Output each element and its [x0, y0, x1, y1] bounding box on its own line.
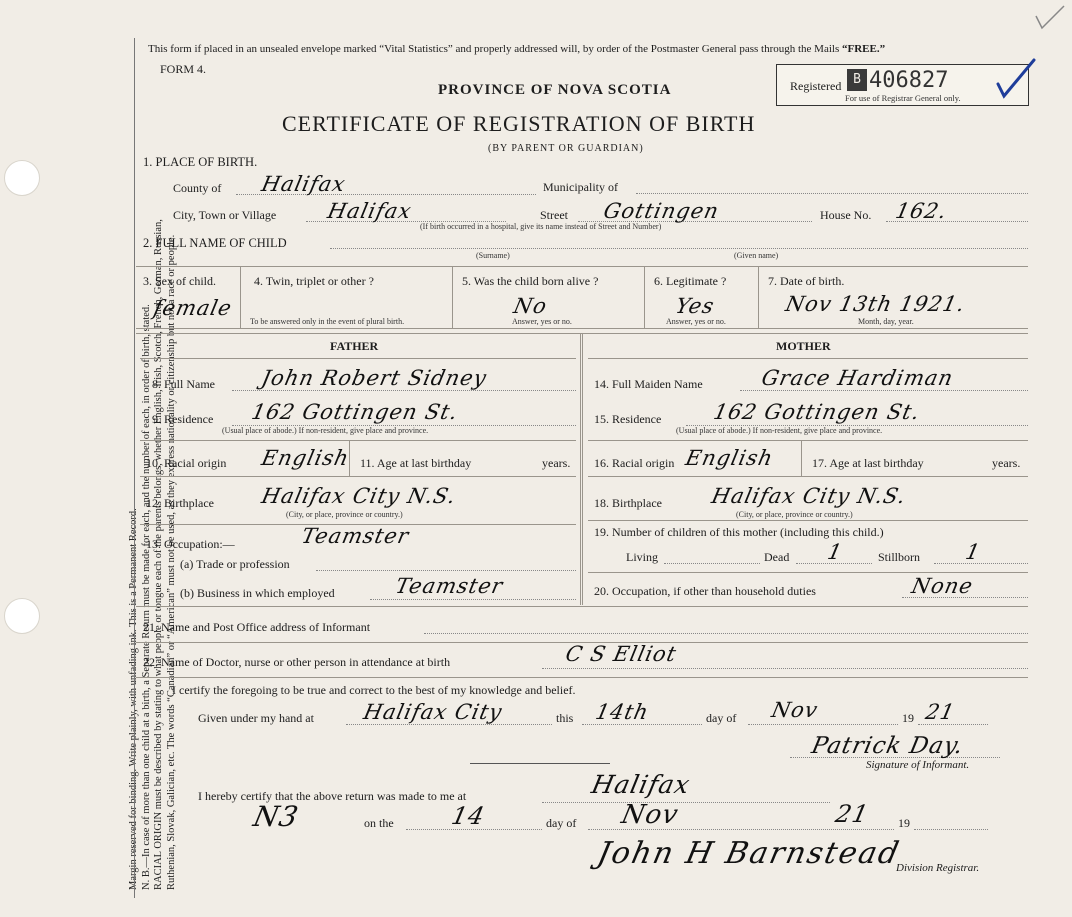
sex-value: female	[151, 296, 235, 320]
given-name-caption: (Given name)	[734, 251, 779, 260]
cert-year-value: 21	[923, 700, 958, 724]
parents-bottom-border	[136, 606, 1028, 607]
margin-note-2: N. B.—In case of more than one child at a birth, a Separate Return must be made for each, and the number of each, in order of birth, stated.	[140, 304, 152, 890]
municipality-line	[636, 193, 1028, 194]
mother-birthplace-label: 18. Birthplace	[594, 496, 662, 510]
living-label: Living	[626, 550, 658, 564]
mother-row-rule-1	[588, 440, 1028, 441]
mother-occupation-value: None	[909, 574, 976, 598]
father-birthplace-value: Halifax City N.S.	[259, 484, 459, 508]
registrar-day-value: 14	[449, 802, 488, 830]
stillborn-line	[934, 563, 1028, 564]
mother-birthplace-note: (City, or place, province or country.)	[736, 510, 853, 519]
stillborn-value: 1	[963, 540, 983, 564]
cert-year-prefix: 19	[902, 711, 914, 725]
father-name-line	[232, 390, 576, 391]
municipality-label: Municipality of	[543, 180, 618, 194]
page-subtitle: (BY PARENT OR GUARDIAN)	[488, 143, 644, 154]
registrar-year-prefix: 19	[898, 816, 910, 830]
twin-note: To be answered only in the event of plural birth.	[250, 317, 405, 326]
father-residence-note: (Usual place of abode.) If non-resident, give place and province.	[222, 426, 429, 435]
binding-hole-top	[4, 160, 40, 196]
cert-month-line	[748, 724, 898, 725]
surname-caption: (Surname)	[476, 251, 510, 260]
place-of-birth-heading: 1. PLACE OF BIRTH.	[143, 155, 258, 169]
mother-name-label: 14. Full Maiden Name	[594, 377, 703, 391]
cert-this-label: this	[556, 711, 574, 725]
corner-tick-icon	[1030, 4, 1070, 34]
father-row-rule-1	[140, 440, 576, 441]
registrar-rule	[470, 763, 610, 764]
parents-center-divider	[580, 333, 583, 605]
mother-racial-divider	[801, 440, 802, 476]
cert-year-line	[918, 724, 988, 725]
doctor-label: 22. Name of Doctor, nurse or other person in attendance at birth	[143, 655, 451, 669]
informant-label: 21. Name and Post Office address of Informant	[143, 620, 371, 634]
dead-value: 1	[825, 540, 845, 564]
given-place-line	[346, 724, 552, 725]
father-name-label: 8. Full Name	[152, 377, 215, 391]
registrar-signature: John H Barnstead	[594, 836, 904, 871]
father-trade-label: (a) Trade or profession	[180, 557, 290, 571]
cert-day-of-label: day of	[706, 711, 737, 725]
father-birthplace-note: (City, or place, province or country.)	[286, 510, 403, 519]
mother-row-rule-2	[588, 476, 1028, 477]
doctor-rule	[136, 677, 1028, 678]
mother-residence-label: 15. Residence	[594, 412, 662, 426]
father-name-value: John Robert Sidney	[259, 366, 490, 390]
mother-children-label: 19. Number of children of this mother (including this child.)	[594, 525, 884, 539]
child-name-label: 2. FULL NAME OF CHILD	[143, 236, 287, 250]
mother-residence-value: 162 Gottingen St.	[711, 400, 923, 424]
registered-label: Registered	[790, 79, 842, 93]
born-alive-label: 5. Was the child born alive ?	[462, 274, 599, 288]
registrar-on-the-label: on the	[364, 816, 394, 830]
registrar-year-value: 21	[833, 800, 872, 828]
hospital-note: (If birth occurred in a hospital, give its name instead of Street and Number)	[420, 222, 662, 231]
mother-residence-note: (Usual place of abode.) If non-resident, give place and province.	[676, 426, 883, 435]
house-number-label: House No.	[820, 208, 872, 222]
father-birthplace-label: 12. Birthplace	[146, 496, 214, 510]
margin-border	[134, 38, 135, 898]
province-heading: PROVINCE OF NOVA SCOTIA	[438, 82, 672, 98]
mother-age-label: 17. Age at last birthday	[812, 456, 924, 470]
mother-row-rule-3	[588, 520, 1028, 521]
mother-heading: MOTHER	[776, 339, 831, 353]
father-row-rule-2	[140, 476, 576, 477]
father-heading-rule	[140, 358, 576, 359]
registrar-place-value: Halifax	[588, 770, 694, 799]
child-name-line	[330, 248, 1028, 249]
registrar-year-line	[914, 829, 988, 830]
certification-statement: I certify the foregoing to be true and correct to the best of my knowledge and belief.	[172, 683, 576, 697]
registrar-place-line	[542, 802, 830, 803]
margin-note-3: RACIAL ORIGIN must be described by stating to what people or tongue each of the parents belongs, whether English, Irish, Scotch, French, German, Russian,	[153, 219, 164, 890]
form-number: FORM 4.	[160, 62, 207, 76]
father-residence-label: 9. Residence	[152, 412, 214, 426]
doctor-line	[542, 668, 1028, 669]
registrar-month-value: Nov	[618, 800, 682, 830]
row3-divider-2	[452, 266, 453, 328]
date-of-birth-label: 7. Date of birth.	[768, 274, 845, 288]
father-occupation-label: 13. Occupation:—	[146, 537, 235, 551]
street-value: Gottingen	[601, 199, 722, 223]
registrar-statement: I hereby certify that the above return was made to me at	[198, 789, 467, 803]
registration-note: For use of Registrar General only.	[845, 93, 961, 103]
city-value: Halifax	[325, 199, 414, 223]
given-under-label: Given under my hand at	[198, 711, 314, 725]
cert-day-line	[582, 724, 702, 725]
row3-bottom-border	[136, 328, 1028, 329]
dead-label: Dead	[764, 550, 790, 564]
father-racial-label: 10. Racial origin	[146, 456, 227, 470]
date-of-birth-value: Nov 13th 1921.	[783, 292, 968, 316]
registrar-signature-caption: Division Registrar.	[896, 862, 980, 874]
informant-signature-caption: Signature of Informant.	[866, 759, 970, 771]
county-label: County of	[173, 181, 222, 195]
house-number-value: 162.	[893, 199, 950, 223]
legitimate-note: Answer, yes or no.	[666, 317, 726, 326]
row3-divider-4	[758, 266, 759, 328]
informant-signature: Patrick Day.	[809, 733, 967, 759]
row3-divider-3	[644, 266, 645, 328]
mother-birthplace-value: Halifax City N.S.	[709, 484, 909, 508]
father-business-label: (b) Business in which employed	[180, 586, 335, 600]
mother-name-line	[740, 390, 1028, 391]
county-value: Halifax	[259, 172, 348, 196]
born-alive-value: No	[511, 294, 550, 318]
father-racial-value: English	[259, 446, 352, 470]
father-business-line	[370, 599, 576, 600]
stillborn-label: Stillborn	[878, 550, 921, 564]
margin-note-4: Ruthenian, Slovak, Galician, etc. The words “Canadian” or “American” must not be used, as they express nationality or citizenship but not a race or people.	[165, 234, 177, 890]
father-heading: FATHER	[330, 339, 379, 353]
registration-stamp: B	[847, 69, 867, 91]
mother-racial-label: 16. Racial origin	[594, 456, 675, 470]
registrar-day-of-label: day of	[546, 816, 577, 830]
father-trade-line	[316, 570, 576, 571]
mother-age-unit: years.	[992, 456, 1021, 470]
given-place-value: Halifax City	[361, 700, 505, 724]
sex-label: 3. Sex of child.	[143, 274, 216, 288]
mother-racial-value: English	[683, 446, 776, 470]
legitimate-label: 6. Legitimate ?	[654, 274, 727, 288]
mother-name-value: Grace Hardiman	[759, 366, 956, 390]
cert-day-value: 14th	[593, 700, 652, 724]
father-age-unit: years.	[542, 456, 571, 470]
mother-heading-rule	[588, 358, 1028, 359]
registrar-mark: N3	[250, 800, 302, 833]
father-racial-divider	[349, 440, 350, 476]
margin-note-1: Margin reserved for binding. Write plainly, with unfading ink. This is a Permanent Record.	[128, 508, 139, 890]
row3-top-border	[136, 266, 1028, 267]
born-alive-note: Answer, yes or no.	[512, 317, 572, 326]
father-occupation-value: Teamster	[299, 524, 412, 548]
mail-notice: This form if placed in an unsealed envelope marked “Vital Statistics” and properly addressed will, by order of the Postmaster General pass through the Mails “FREE.”	[148, 43, 886, 55]
father-age-label: 11. Age at last birthday	[360, 456, 472, 470]
father-residence-value: 162 Gottingen St.	[249, 400, 461, 424]
date-of-birth-note: Month, day, year.	[858, 317, 914, 326]
legitimate-value: Yes	[673, 294, 717, 318]
binding-hole-bottom	[4, 598, 40, 634]
mother-row-rule-4	[588, 572, 1028, 573]
living-line	[664, 563, 760, 564]
informant-line	[424, 633, 1028, 634]
doctor-value: C S Elliot	[563, 642, 679, 666]
city-label: City, Town or Village	[173, 208, 277, 222]
registration-number: 406827	[869, 68, 949, 93]
father-business-value: Teamster	[393, 574, 506, 598]
row3-divider-1	[240, 266, 241, 328]
cert-month-value: Nov	[769, 698, 821, 722]
checkmark-icon	[990, 56, 1038, 102]
mother-occupation-label: 20. Occupation, if other than household duties	[594, 584, 816, 598]
page-title: CERTIFICATE OF REGISTRATION OF BIRTH	[282, 111, 756, 136]
street-label: Street	[540, 208, 568, 222]
twin-label: 4. Twin, triplet or other ?	[254, 274, 374, 288]
